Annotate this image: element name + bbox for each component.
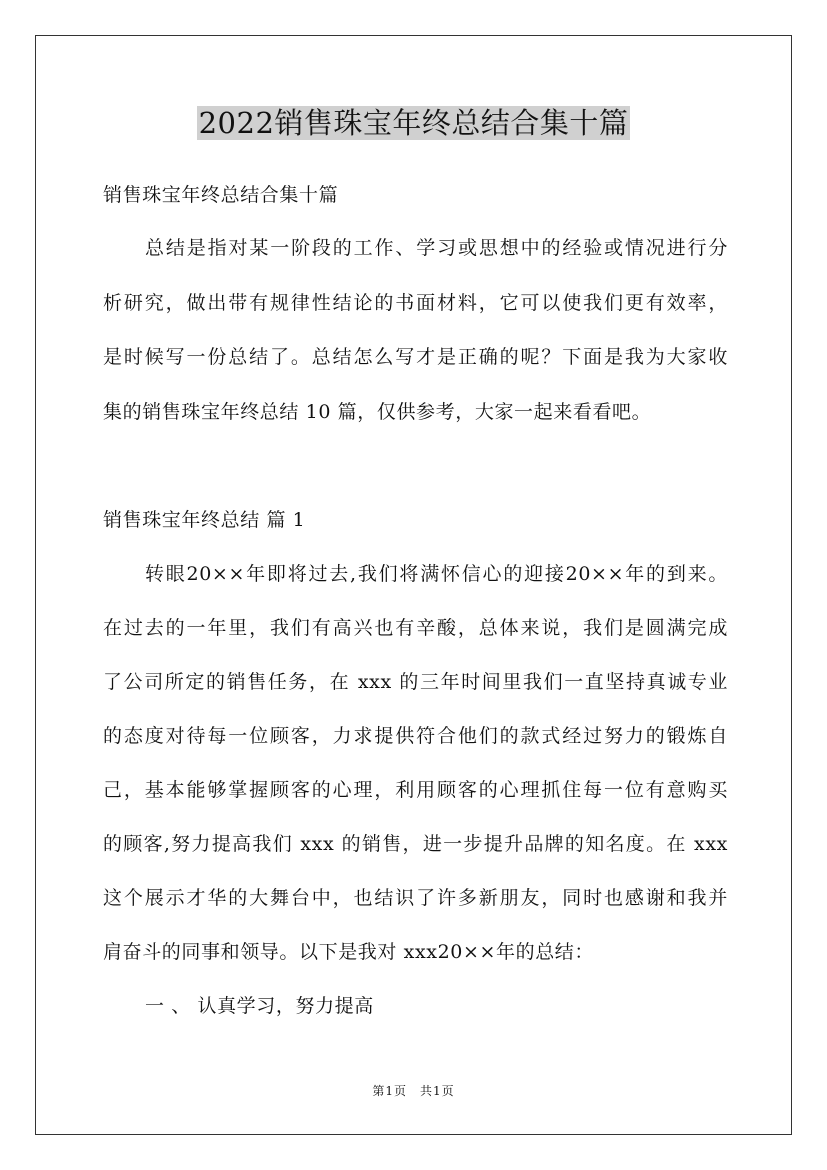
section1-line-6: 的顾客,努力提高我们 xxx 的销售，进一步提升品牌的知名度。在 xxx bbox=[103, 833, 728, 855]
section1-line-1: 转眼20××年即将过去,我们将满怀信心的迎接20××年的到来。 bbox=[145, 563, 728, 585]
section1-item-1: 一 、 认真学习，努力提高 bbox=[145, 995, 374, 1017]
document-subtitle: 销售珠宝年终总结合集十篇 bbox=[103, 184, 339, 206]
document-title-text: 2022销售珠宝年终总结合集十篇 bbox=[198, 106, 629, 140]
document-title bbox=[0, 103, 827, 143]
section1-line-7: 这个展示才华的大舞台中，也结识了许多新朋友，同时也感谢和我并 bbox=[103, 887, 728, 909]
page-footer: 第1页 共1页 bbox=[372, 1084, 455, 1098]
section1-line-2: 在过去的一年里，我们有高兴也有辛酸，总体来说，我们是圆满完成 bbox=[103, 617, 728, 639]
intro-line-2: 析研究，做出带有规律性结论的书面材料，它可以使我们更有效率， bbox=[103, 292, 728, 314]
intro-line-1: 总结是指对某一阶段的工作、学习或思想中的经验或情况进行分 bbox=[145, 237, 728, 259]
section1-line-8: 肩奋斗的同事和领导。以下是我对 xxx20××年的总结： bbox=[103, 941, 595, 963]
section1-line-4: 的态度对待每一位顾客，力求提供符合他们的款式经过努力的锻炼自 bbox=[103, 725, 728, 747]
intro-line-3: 是时候写一份总结了。总结怎么写才是正确的呢？下面是我为大家收 bbox=[103, 346, 728, 368]
intro-line-4: 集的销售珠宝年终总结 10 篇，仅供参考，大家一起来看看吧。 bbox=[103, 401, 652, 423]
section1-line-5: 己，基本能够掌握顾客的心理，利用顾客的心理抓住每一位有意购买 bbox=[103, 779, 728, 801]
section1-line-3: 了公司所定的销售任务，在 xxx 的三年时间里我们一直坚持真诚专业 bbox=[103, 671, 728, 693]
section-heading-1: 销售珠宝年终总结 篇 1 bbox=[103, 509, 306, 531]
